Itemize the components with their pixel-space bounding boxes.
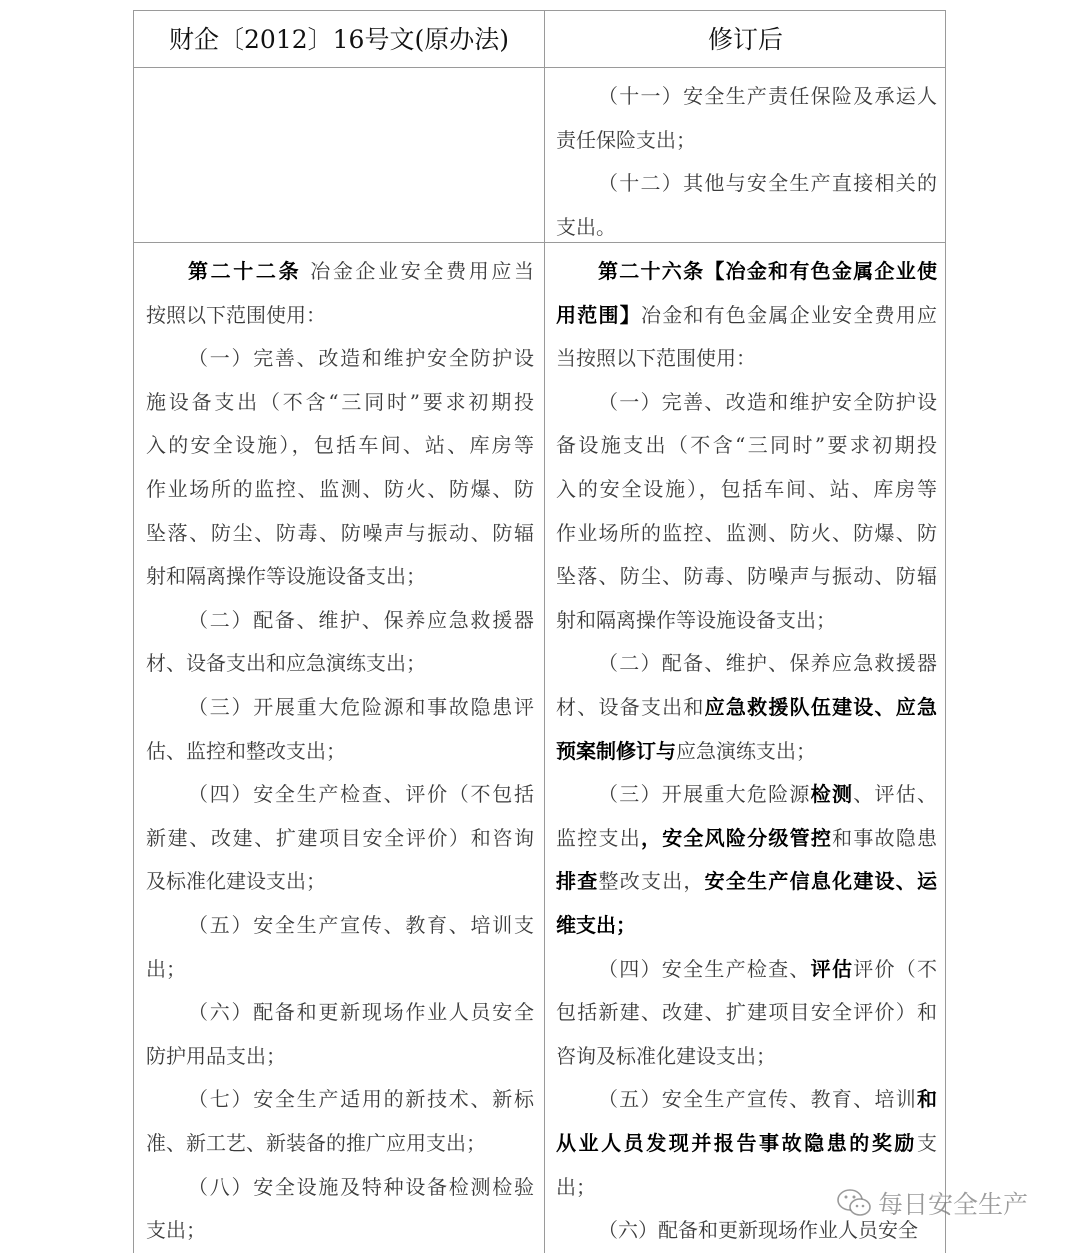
text: 新建、改建、扩建项目安全评价）和咨询 bbox=[146, 825, 534, 850]
text: 整改支出， bbox=[598, 869, 705, 894]
comparison-table bbox=[133, 10, 946, 1253]
right-paragraph-line bbox=[556, 432, 937, 458]
left-paragraph-line bbox=[188, 694, 534, 720]
text: 坠落、防尘、防毒、防噪声与振动、防辐 bbox=[146, 520, 534, 545]
watermark bbox=[836, 1185, 1028, 1221]
text: （四）安全生产检查、 bbox=[598, 956, 811, 981]
left-paragraph-line bbox=[146, 1217, 534, 1243]
right-paragraph-line bbox=[556, 607, 937, 633]
right-paragraph-line bbox=[598, 650, 937, 676]
bold-text: 从业人员发现并报告事故隐患的奖励 bbox=[556, 1131, 917, 1155]
right-paragraph-line bbox=[556, 1043, 937, 1069]
text: （四）安全生产检查、评价（不包括 bbox=[188, 782, 534, 807]
text: 坠落、防尘、防毒、防噪声与振动、防辐 bbox=[556, 564, 937, 589]
bold-text: 第二十六条【冶金和有色金属企业使 bbox=[598, 259, 937, 283]
bold-text: 第二十二条 bbox=[188, 259, 302, 283]
left-paragraph-line bbox=[146, 1130, 534, 1156]
text: 责任保险支出； bbox=[556, 127, 696, 152]
text: 作业场所的监控、监测、防火、防爆、防 bbox=[556, 520, 937, 545]
text: 包括新建、改建、扩建项目安全评价）和 bbox=[556, 1000, 937, 1025]
watermark-text: 每日安全生产 bbox=[878, 1190, 1029, 1219]
text: （一）完善、改造和维护安全防护设 bbox=[598, 389, 937, 414]
text: 准、新工艺、新装备的推广应用支出； bbox=[146, 1131, 486, 1155]
text: 射和隔离操作等设施设备支出； bbox=[556, 607, 836, 632]
bold-text: 预案制修订与 bbox=[556, 738, 676, 763]
text: 冶金和有色金属企业安全费用应 bbox=[640, 302, 937, 327]
text: 评价（不 bbox=[853, 956, 937, 981]
left-paragraph-line bbox=[146, 1043, 534, 1069]
left-paragraph-line bbox=[146, 520, 534, 546]
right-paragraph-line bbox=[556, 999, 937, 1025]
text: （二）配备、维护、保养应急救援器 bbox=[598, 651, 937, 676]
text: 作业场所的监控、监测、防火、防爆、防 bbox=[146, 477, 534, 501]
right-paragraph-line bbox=[556, 868, 937, 894]
left-paragraph-line bbox=[146, 825, 534, 851]
right-paragraph-line bbox=[556, 738, 937, 764]
right-paragraph-line bbox=[598, 781, 937, 807]
text: 支出。 bbox=[556, 214, 616, 239]
right-paragraph-line bbox=[556, 1130, 937, 1156]
right-paragraph-line bbox=[556, 912, 937, 938]
text: （六）配备和更新现场作业人员安全 bbox=[188, 1000, 534, 1025]
text: 、评估、 bbox=[853, 782, 937, 807]
right-paragraph-line bbox=[598, 389, 937, 415]
text: 应急演练支出； bbox=[676, 738, 816, 763]
text: （八）安全设施及特种设备检测检验 bbox=[188, 1174, 534, 1199]
text: 按照以下范围使用： bbox=[146, 302, 326, 327]
left-paragraph-line bbox=[146, 389, 534, 415]
left-paragraph-line bbox=[146, 956, 534, 982]
left-paragraph-line bbox=[146, 738, 534, 764]
bold-text: 排查 bbox=[556, 869, 599, 894]
text: 咨询及标准化建设支出； bbox=[556, 1043, 776, 1068]
right-paragraph-line bbox=[598, 258, 937, 284]
left-paragraph-line bbox=[188, 999, 534, 1025]
header-original: 财企〔2012〕16号文(原办法) bbox=[169, 25, 509, 54]
text: 施设备支出（不含“三同时”要求初期投 bbox=[146, 389, 534, 414]
right-paragraph-line bbox=[556, 825, 937, 851]
right-paragraph-line bbox=[556, 694, 937, 720]
bold-text: ，安全风险分级管控 bbox=[640, 825, 833, 850]
text: （三）开展重大危险源 bbox=[598, 782, 811, 807]
text: 冶金企业安全费用应当 bbox=[301, 259, 534, 283]
text: 及标准化建设支出； bbox=[146, 869, 326, 894]
left-paragraph-line bbox=[146, 868, 534, 894]
left-paragraph-line bbox=[188, 258, 534, 284]
text: 材、设备支出和 bbox=[556, 695, 705, 719]
text: 和事故隐患 bbox=[832, 825, 937, 850]
bold-text: 维支出； bbox=[556, 913, 636, 937]
left-paragraph-line bbox=[188, 912, 534, 938]
bold-text: 检测 bbox=[810, 782, 854, 807]
right-paragraph-line bbox=[556, 345, 937, 371]
right-paragraph-line bbox=[556, 520, 937, 546]
text: 当按照以下范围使用： bbox=[556, 346, 756, 371]
left-paragraph-line bbox=[188, 607, 534, 633]
left-paragraph-line bbox=[188, 1086, 534, 1112]
text: 射和隔离操作等设施设备支出； bbox=[146, 564, 426, 589]
left-paragraph-line bbox=[188, 781, 534, 807]
left-paragraph-line bbox=[146, 302, 534, 328]
right-paragraph-line bbox=[556, 302, 937, 328]
text: 入的安全设施），包括车间、站、库房等 bbox=[146, 433, 534, 458]
text: 估、监控和整改支出； bbox=[146, 738, 346, 763]
text: 出； bbox=[556, 1174, 596, 1199]
text: （三）开展重大危险源和事故隐患评 bbox=[188, 695, 534, 719]
left-paragraph-line bbox=[146, 476, 534, 502]
left-paragraph-line bbox=[188, 1174, 534, 1200]
bold-text: 评估 bbox=[810, 956, 854, 981]
text: 监控支出 bbox=[556, 825, 641, 850]
column-divider bbox=[544, 11, 545, 1253]
left-paragraph-line bbox=[146, 650, 534, 676]
right-paragraph-line bbox=[598, 1217, 937, 1243]
text: （十二）其他与安全生产直接相关的 bbox=[598, 171, 937, 196]
text: （二）配备、维护、保养应急救援器 bbox=[188, 607, 534, 632]
bold-text: 安全生产信息化建设、运 bbox=[704, 869, 937, 894]
right-paragraph-line bbox=[598, 83, 937, 109]
right-paragraph-line bbox=[556, 476, 937, 502]
right-paragraph-line bbox=[598, 170, 937, 196]
wechat-icon bbox=[836, 1188, 872, 1218]
bold-text: 用范围】 bbox=[556, 302, 641, 327]
text: （五）安全生产宣传、教育、培训支 bbox=[188, 913, 534, 937]
header-revised: 修订后 bbox=[707, 25, 783, 54]
left-paragraph-line bbox=[146, 563, 534, 589]
left-paragraph-line bbox=[146, 432, 534, 458]
text: （一）完善、改造和维护安全防护设 bbox=[188, 346, 534, 371]
text: 材、设备支出和应急演练支出； bbox=[146, 651, 426, 676]
bold-text: 和 bbox=[917, 1087, 937, 1112]
text: （七）安全生产适用的新技术、新标 bbox=[188, 1087, 534, 1112]
left-paragraph-line bbox=[188, 345, 534, 371]
row-divider bbox=[134, 242, 945, 243]
right-paragraph-line bbox=[598, 1086, 937, 1112]
text: 支 bbox=[917, 1131, 937, 1155]
right-paragraph-line bbox=[556, 127, 937, 153]
text: （十一）安全生产责任保险及承运人 bbox=[598, 84, 937, 108]
text: （五）安全生产宣传、教育、培训 bbox=[598, 1087, 917, 1112]
right-paragraph-line bbox=[598, 956, 937, 982]
text: 支出； bbox=[146, 1218, 206, 1243]
text: 防护用品支出； bbox=[146, 1043, 286, 1068]
text: （六）配备和更新现场作业人员安全 bbox=[598, 1218, 918, 1243]
text: 备设施支出（不含“三同时”要求初期投 bbox=[556, 433, 937, 458]
text: 入的安全设施），包括车间、站、库房等 bbox=[556, 477, 937, 501]
bold-text: 应急救援队伍建设、应急 bbox=[704, 695, 937, 719]
text: 出； bbox=[146, 956, 186, 981]
right-paragraph-line bbox=[556, 214, 937, 240]
right-paragraph-line bbox=[556, 563, 937, 589]
